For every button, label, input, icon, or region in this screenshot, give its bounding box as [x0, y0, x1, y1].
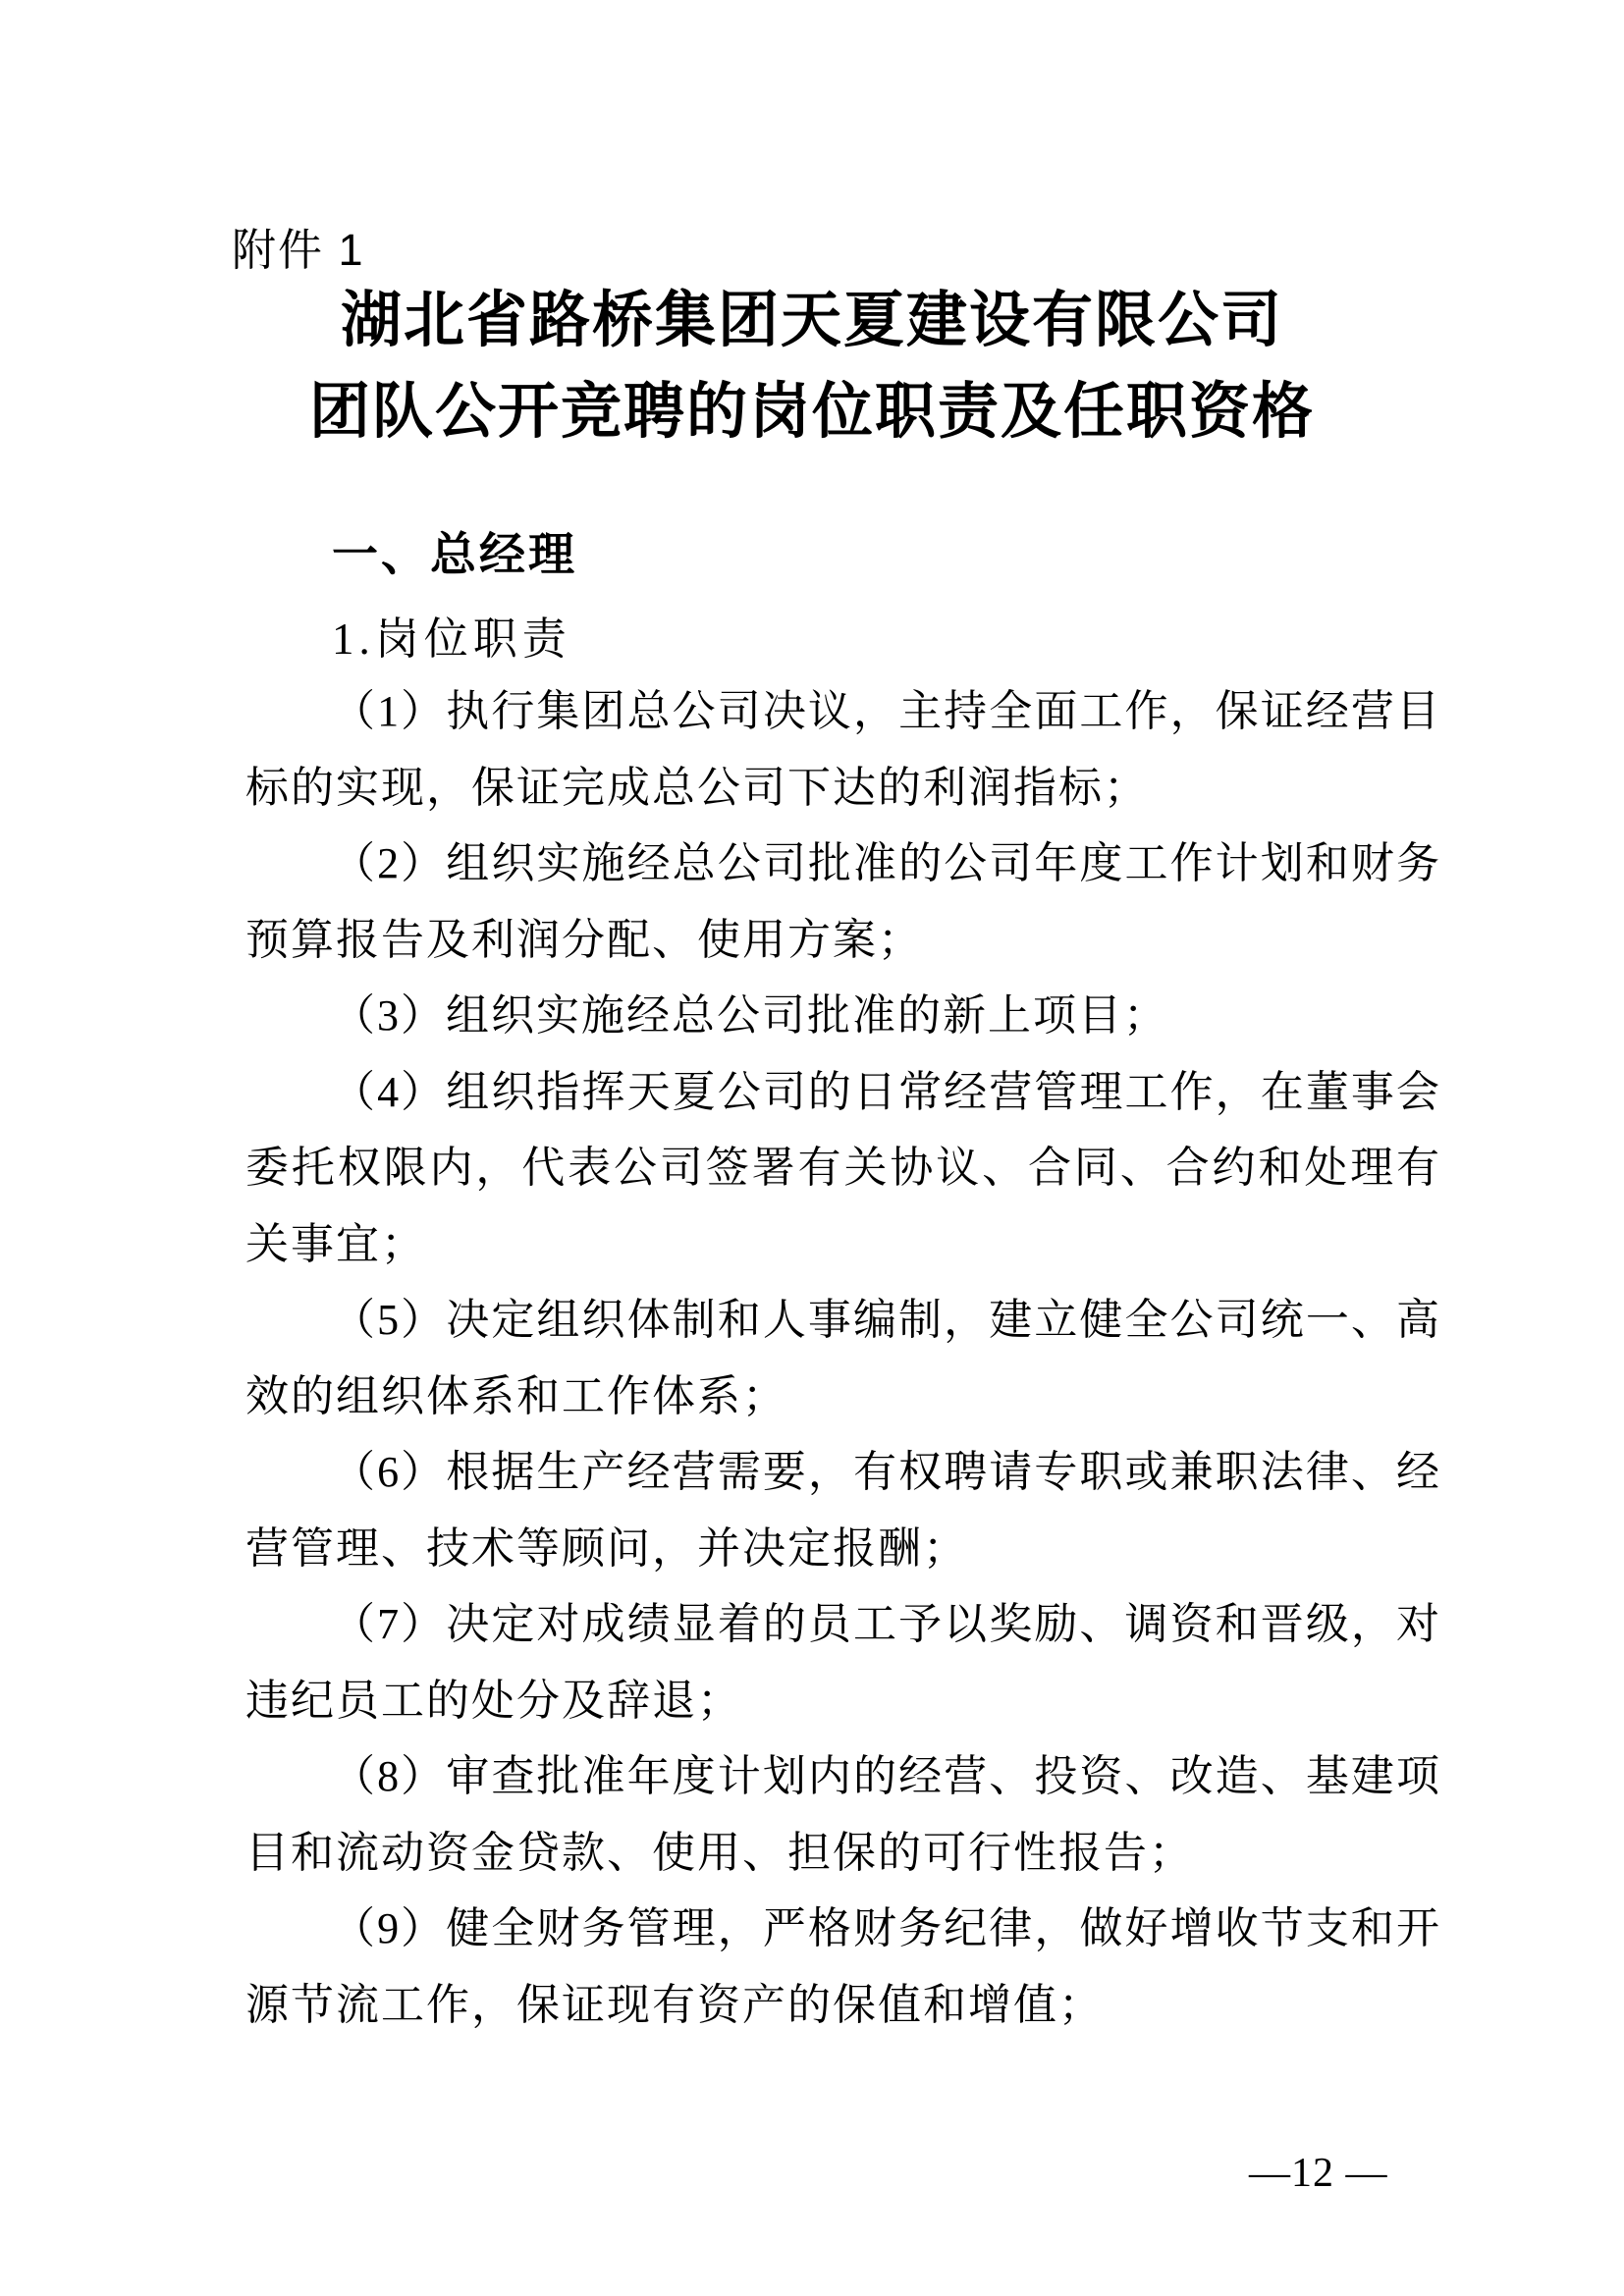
paragraph: （5）决定组织体制和人事编制，建立健全公司统一、高效的组织体系和工作体系； — [245, 1296, 1441, 1420]
paragraph: （1）执行集团总公司决议，主持全面工作，保证经营目标的实现，保证完成总公司下达的利润指标； — [245, 687, 1441, 812]
attachment-label: 附件 1 — [232, 225, 365, 275]
paragraph: （9）健全财务管理，严格财务纪律，做好增收节支和开源节流工作，保证现有资产的保值和增值； — [245, 1904, 1441, 2029]
paragraph: （3）组织实施经总公司批准的新上项目； — [332, 991, 1168, 1040]
document-title-line2: 团队公开竞聘的岗位职责及任职资格 — [308, 379, 1315, 446]
paragraph: （8）审查批准年度计划内的经营、投资、改造、基建项目和流动资金贷款、使用、担保的可行性报告； — [245, 1752, 1441, 1877]
document-body — [245, 673, 1441, 2043]
paragraph: （4）组织指挥天夏公司的日常经营管理工作，在董事会委托权限内，代表公司签署有关协议、合同、合约和处理有关事宜； — [245, 1067, 1441, 1268]
paragraph: （6）根据生产经营需要，有权聘请专职或兼职法律、经营管理、技术等顾问，并决定报酬； — [245, 1448, 1441, 1573]
paragraph: （2）组织实施经总公司批准的公司年度工作计划和财务预算报告及利润分配、使用方案； — [245, 839, 1441, 964]
document-title — [0, 276, 1624, 458]
document-title-line1: 湖北省路桥集团天夏建设有限公司 — [340, 288, 1283, 354]
paragraph: （7）决定对成绩显着的员工予以奖励、调资和晋级，对违纪员工的处分及辞退； — [245, 1600, 1441, 1725]
subsection-heading: 1.岗位职责 — [332, 614, 571, 664]
page-number: —12 — — [1249, 2151, 1388, 2196]
section-heading: 一、总经理 — [332, 528, 577, 580]
